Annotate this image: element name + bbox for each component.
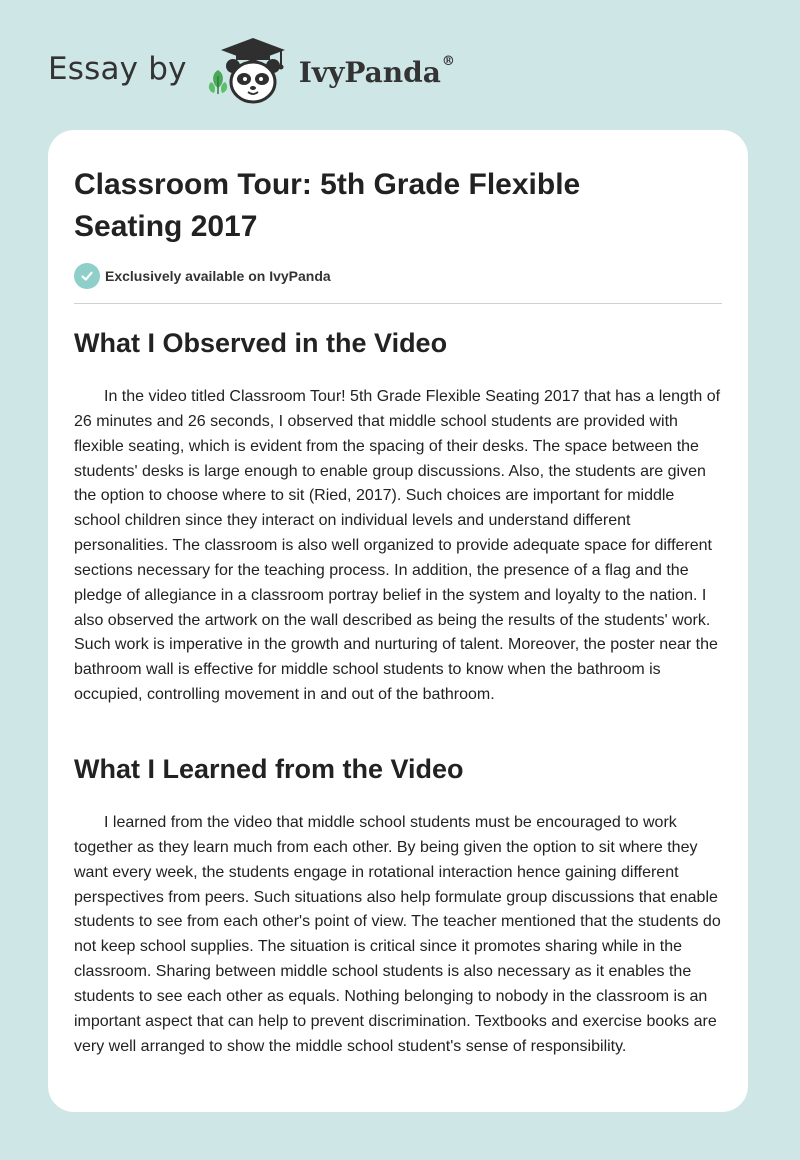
- panda-graduate-logo-icon[interactable]: [205, 36, 295, 106]
- page-title: Classroom Tour: 5th Grade Flexible Seating 2017: [74, 168, 581, 243]
- exclusive-label: Exclusively available on IvyPanda: [105, 268, 331, 284]
- brand-text: IvyPanda: [298, 55, 441, 89]
- section-body-observed: In the video titled Classroom Tour! 5th Grade Flexible Seating 2017 that has a length of 26 minutes and 26 seconds, I observed that middle school students are provided with flexible seating, which is evident from the spacing of their desks. The space between the students' desks is large enough to enable group discussions. Also, the students are given the option to choose where to sit (Ried, 2017). Such choices are important for middle school children since they interact on individual levels and understand different personalities. The classroom is also well organized to provide adequate space for different sections necessary for the teaching process. In addition, the presence of a flag and the pledge of allegiance in a classroom portray belief in the system and loyalty to the nation. I also observed the artwork on the wall described as being the results of the students' work. Such work is imperative in the growth and nurturing of talent. Moreover, the poster near the bathroom wall is effective for middle school students to know when the bathroom is occupied, controlling movement in and out of the bathroom.: [74, 388, 721, 704]
- essay-card: [48, 130, 748, 1112]
- check-circle-icon: [74, 263, 100, 289]
- site-header: [48, 36, 455, 106]
- ivy-leaf-icon: [209, 70, 227, 94]
- section-body-learned: I learned from the video that middle school students must be encouraged to work together as they learn much from each other. By being given the option to sit where they want every week, the students engage in rotational interaction hence gaining different perspectives from peers. Such situations also help formulate group discussions that enable students to see from each other's point of view. The teacher mentioned that the students do not keep school supplies. The situation is critical since it promotes sharing while in the classroom. Sharing between middle school students is also necessary as it enables the students to see each other as equals. Nothing belonging to nobody in the classroom is an important aspect that can help to prevent discrimination. Textbooks and exercise books are very well arranged to show the middle school student's sense of responsibility.: [74, 814, 721, 1055]
- essay-by-label: Essay by: [48, 51, 187, 87]
- registered-mark: ®: [441, 53, 455, 69]
- section-heading-learned: What I Learned from the Video: [74, 754, 464, 784]
- brand-name[interactable]: [298, 53, 455, 89]
- exclusive-badge: [74, 263, 331, 289]
- section-heading-observed: What I Observed in the Video: [74, 328, 448, 358]
- divider: [74, 303, 722, 304]
